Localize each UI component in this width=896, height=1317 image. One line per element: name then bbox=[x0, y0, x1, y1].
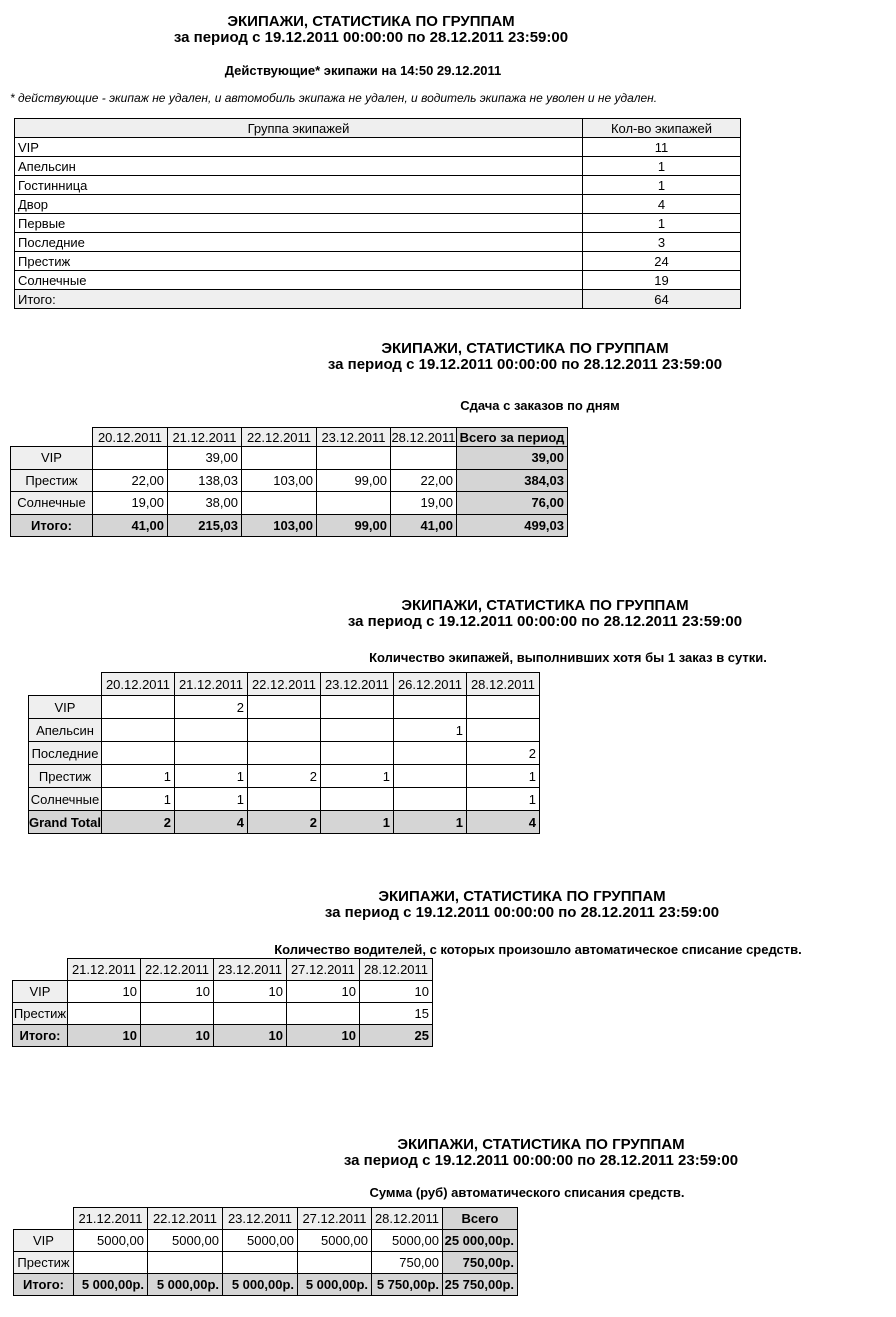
table-row bbox=[29, 719, 540, 742]
table-charge-amounts bbox=[13, 1207, 518, 1296]
cell-value: 5000,00 bbox=[148, 1230, 223, 1252]
cell-value bbox=[321, 788, 394, 811]
table-header-row bbox=[15, 119, 741, 138]
total-cell: 215,03 bbox=[168, 514, 242, 537]
table-total-row bbox=[29, 811, 540, 834]
total-row-label: Итого: bbox=[13, 1025, 68, 1047]
cell-value bbox=[467, 696, 540, 719]
table-row bbox=[15, 195, 741, 214]
cell-value: 10 bbox=[287, 981, 360, 1003]
report-title-line2: за период с 19.12.2011 00:00:00 по 28.12.2011 23:59:00 bbox=[173, 29, 569, 46]
cell-value: 10 bbox=[214, 981, 287, 1003]
cell-value bbox=[141, 1003, 214, 1025]
total-cell: 99,00 bbox=[317, 514, 391, 537]
cell-value: 19,00 bbox=[93, 492, 168, 515]
cell-count: 19 bbox=[583, 271, 741, 290]
cell-value: 1 bbox=[102, 765, 175, 788]
cell-value: 10 bbox=[68, 981, 141, 1003]
grand-total-cell: 25 750,00р. bbox=[443, 1274, 518, 1296]
table-row bbox=[15, 252, 741, 271]
col-header-date: 22.12.2011 bbox=[148, 1208, 223, 1230]
cell-value bbox=[242, 492, 317, 515]
row-total-cell: 750,00р. bbox=[443, 1252, 518, 1274]
cell-value: 5000,00 bbox=[372, 1230, 443, 1252]
cell-group-name: Апельсин bbox=[15, 157, 583, 176]
cell-value: 15 bbox=[360, 1003, 433, 1025]
total-cell: 2 bbox=[102, 811, 175, 834]
row-total-cell: 25 000,00р. bbox=[443, 1230, 518, 1252]
cell-value bbox=[242, 447, 317, 470]
total-cell: 10 bbox=[141, 1025, 214, 1047]
cell-count: 24 bbox=[583, 252, 741, 271]
cell-value bbox=[248, 696, 321, 719]
cell-value: 10 bbox=[360, 981, 433, 1003]
cell-value: 10 bbox=[141, 981, 214, 1003]
cell-group-name: Престиж bbox=[15, 252, 583, 271]
cell-value bbox=[214, 1003, 287, 1025]
row-total-cell: 76,00 bbox=[457, 492, 568, 515]
cell-value: 5000,00 bbox=[298, 1230, 372, 1252]
col-header-date: 28.12.2011 bbox=[391, 429, 456, 445]
cell-value bbox=[148, 1252, 223, 1274]
col-header-date: 27.12.2011 bbox=[298, 1208, 372, 1230]
total-cell: 41,00 bbox=[93, 514, 168, 537]
total-cell: 5 000,00р. bbox=[148, 1274, 223, 1296]
cell-value: 22,00 bbox=[391, 469, 457, 492]
report-title-line1: ЭКИПАЖИ, СТАТИСТИКА ПО ГРУППАМ bbox=[397, 1136, 685, 1153]
row-label: Солнечные bbox=[29, 788, 102, 811]
table-row bbox=[29, 765, 540, 788]
total-cell: 103,00 bbox=[242, 514, 317, 537]
cell-value bbox=[394, 788, 467, 811]
col-header-date: 20.12.2011 bbox=[102, 673, 175, 696]
table-row bbox=[11, 447, 568, 470]
cell-value bbox=[248, 719, 321, 742]
total-cell: 10 bbox=[68, 1025, 141, 1047]
crews-with-orders-subtitle: Количество экипажей, выполнивших хотя бы 1 заказ в сутки. bbox=[369, 650, 767, 665]
cell-value bbox=[321, 742, 394, 765]
cell-group-name: VIP bbox=[15, 138, 583, 157]
table-total-row bbox=[11, 514, 568, 537]
cell-value bbox=[317, 447, 391, 470]
cell-value: 1 bbox=[467, 765, 540, 788]
cell-value: 22,00 bbox=[93, 469, 168, 492]
cell-value: 19,00 bbox=[391, 492, 457, 515]
table-row bbox=[13, 981, 433, 1003]
col-header-date: 27.12.2011 bbox=[287, 959, 360, 981]
row-label: Последние bbox=[29, 742, 102, 765]
cell-value bbox=[74, 1252, 148, 1274]
row-total-cell: 384,03 bbox=[457, 469, 568, 492]
total-cell: 41,00 bbox=[391, 514, 457, 537]
cell-count: 4 bbox=[583, 195, 741, 214]
table-row bbox=[29, 696, 540, 719]
cell-value bbox=[248, 742, 321, 765]
cell-group-name: Первые bbox=[15, 214, 583, 233]
cell-value bbox=[175, 742, 248, 765]
table-header-row bbox=[11, 428, 568, 447]
drivers-charged-subtitle: Количество водителей, с которых произошло автоматическое списание средств. bbox=[274, 942, 802, 957]
cell-value: 1 bbox=[321, 765, 394, 788]
table-row bbox=[13, 1003, 433, 1025]
col-header-date: 23.12.2011 bbox=[214, 959, 287, 981]
col-header-date: 21.12.2011 bbox=[175, 673, 248, 696]
row-label: VIP bbox=[14, 1230, 74, 1252]
total-cell: 5 000,00р. bbox=[298, 1274, 372, 1296]
cell-value: 38,00 bbox=[168, 492, 242, 515]
cell-value bbox=[102, 719, 175, 742]
cell-value bbox=[394, 696, 467, 719]
table-row bbox=[11, 492, 568, 515]
table-active-crews bbox=[14, 118, 741, 309]
col-header-date: 23.12.2011 bbox=[223, 1208, 298, 1230]
row-label: VIP bbox=[13, 981, 68, 1003]
total-row-label: Grand Total bbox=[29, 811, 102, 834]
total-cell: 5 000,00р. bbox=[74, 1274, 148, 1296]
cell-value: 1 bbox=[175, 788, 248, 811]
cell-value bbox=[287, 1003, 360, 1025]
report-title-line2: за период с 19.12.2011 00:00:00 по 28.12.2011 23:59:00 bbox=[343, 1152, 739, 1169]
cell-value: 2 bbox=[467, 742, 540, 765]
report-title-line1: ЭКИПАЖИ, СТАТИСТИКА ПО ГРУППАМ bbox=[381, 340, 669, 357]
total-cell: 5 000,00р. bbox=[223, 1274, 298, 1296]
cell-group-name: Двор bbox=[15, 195, 583, 214]
col-header-date: 26.12.2011 bbox=[394, 673, 467, 696]
col-header-date: 28.12.2011 bbox=[372, 1208, 443, 1230]
corner-cell bbox=[13, 959, 68, 981]
cell-group-name: Последние bbox=[15, 233, 583, 252]
table-row bbox=[15, 214, 741, 233]
cell-value bbox=[317, 492, 391, 515]
cell-value bbox=[102, 742, 175, 765]
total-cell: 1 bbox=[321, 811, 394, 834]
cell-value bbox=[93, 447, 168, 470]
corner-cell bbox=[14, 1208, 74, 1230]
col-header-total: Всего за период bbox=[457, 428, 568, 447]
report-title bbox=[175, 341, 875, 373]
report-title-line2: за период с 19.12.2011 00:00:00 по 28.12.2011 23:59:00 bbox=[324, 904, 720, 921]
table-row bbox=[15, 233, 741, 252]
cell-value: 5000,00 bbox=[74, 1230, 148, 1252]
total-cell: 25 bbox=[360, 1025, 433, 1047]
col-header-date: 23.12.2011 bbox=[317, 428, 391, 447]
cell-value bbox=[248, 788, 321, 811]
cell-value bbox=[175, 719, 248, 742]
report-title-line2: за период с 19.12.2011 00:00:00 по 28.12.2011 23:59:00 bbox=[327, 356, 723, 373]
cell-value: 39,00 bbox=[168, 447, 242, 470]
cell-value: 2 bbox=[248, 765, 321, 788]
cell-value: 1 bbox=[467, 788, 540, 811]
table-header-row bbox=[29, 673, 540, 696]
table-row bbox=[11, 469, 568, 492]
row-label: VIP bbox=[11, 447, 93, 470]
active-crews-footnote: * действующие - экипаж не удален, и автомобиль экипажа не удален, и водитель экипажа не уволен и не удален. bbox=[10, 91, 658, 105]
total-cell: 4 bbox=[467, 811, 540, 834]
col-header-count: Кол-во экипажей bbox=[583, 119, 741, 138]
cell-value bbox=[298, 1252, 372, 1274]
col-header-group: Группа экипажей bbox=[15, 119, 583, 138]
row-total-cell: 39,00 bbox=[457, 447, 568, 470]
row-label: Престиж bbox=[13, 1003, 68, 1025]
total-cell: 10 bbox=[287, 1025, 360, 1047]
total-cell: 2 bbox=[248, 811, 321, 834]
total-cell: 5 750,00р. bbox=[372, 1274, 443, 1296]
table-header-row bbox=[14, 1208, 518, 1230]
table-total-row bbox=[14, 1274, 518, 1296]
row-label: Престиж bbox=[29, 765, 102, 788]
row-label: Престиж bbox=[11, 469, 93, 492]
table-drivers-charged bbox=[12, 958, 433, 1047]
table-row bbox=[29, 742, 540, 765]
corner-cell bbox=[29, 673, 102, 696]
cell-value: 1 bbox=[102, 788, 175, 811]
col-header-date: 20.12.2011 bbox=[93, 428, 168, 447]
cell-value: 2 bbox=[175, 696, 248, 719]
total-count: 64 bbox=[583, 290, 741, 309]
cell-value: 138,03 bbox=[168, 469, 242, 492]
total-row-label: Итого: bbox=[11, 514, 93, 537]
col-header-date: 21.12.2011 bbox=[168, 428, 242, 447]
cell-value: 1 bbox=[175, 765, 248, 788]
report-title bbox=[21, 14, 721, 46]
report-title-line1: ЭКИПАЖИ, СТАТИСТИКА ПО ГРУППАМ bbox=[378, 888, 666, 905]
col-header-date: 28.12.2011 bbox=[467, 673, 540, 696]
cell-value: 5000,00 bbox=[223, 1230, 298, 1252]
cell-group-name: Гостинница bbox=[15, 176, 583, 195]
cell-value: 99,00 bbox=[317, 469, 391, 492]
col-header-date: 22.12.2011 bbox=[242, 428, 317, 447]
cell-count: 1 bbox=[583, 157, 741, 176]
table-row bbox=[15, 157, 741, 176]
row-label: Апельсин bbox=[29, 719, 102, 742]
cell-value bbox=[102, 696, 175, 719]
table-row bbox=[14, 1230, 518, 1252]
cell-value: 103,00 bbox=[242, 469, 317, 492]
total-label: Итого: bbox=[15, 290, 583, 309]
table-row bbox=[15, 176, 741, 195]
cell-value bbox=[68, 1003, 141, 1025]
report-title bbox=[195, 598, 895, 630]
cell-count: 1 bbox=[583, 214, 741, 233]
corner-cell bbox=[11, 428, 93, 447]
table-row bbox=[15, 138, 741, 157]
report-title-line1: ЭКИПАЖИ, СТАТИСТИКА ПО ГРУППАМ bbox=[227, 13, 515, 30]
total-cell: 10 bbox=[214, 1025, 287, 1047]
col-header-date: 22.12.2011 bbox=[248, 673, 321, 696]
table-header-row bbox=[13, 959, 433, 981]
cell-value bbox=[391, 447, 457, 470]
col-header-date: 23.12.2011 bbox=[321, 673, 394, 696]
cell-value: 1 bbox=[394, 719, 467, 742]
cell-value bbox=[321, 719, 394, 742]
table-total-row bbox=[13, 1025, 433, 1047]
report-title-line2: за период с 19.12.2011 00:00:00 по 28.12.2011 23:59:00 bbox=[347, 613, 743, 630]
total-row-label: Итого: bbox=[14, 1274, 74, 1296]
row-label: VIP bbox=[29, 696, 102, 719]
cell-value bbox=[394, 765, 467, 788]
total-cell: 4 bbox=[175, 811, 248, 834]
cell-count: 11 bbox=[583, 138, 741, 157]
report-title bbox=[191, 1137, 891, 1169]
table-row bbox=[14, 1252, 518, 1274]
col-header-date: 21.12.2011 bbox=[74, 1208, 148, 1230]
cell-value bbox=[223, 1252, 298, 1274]
table-total-row bbox=[15, 290, 741, 309]
col-header-date: 21.12.2011 bbox=[68, 959, 141, 981]
orders-cash-subtitle: Сдача с заказов по дням bbox=[460, 398, 620, 413]
cell-value: 750,00 bbox=[372, 1252, 443, 1274]
total-cell: 1 bbox=[394, 811, 467, 834]
table-row bbox=[15, 271, 741, 290]
charge-amounts-subtitle: Сумма (руб) автоматического списания средств. bbox=[369, 1185, 685, 1200]
cell-value bbox=[467, 719, 540, 742]
row-label: Престиж bbox=[14, 1252, 74, 1274]
col-header-date: 22.12.2011 bbox=[141, 959, 214, 981]
row-label: Солнечные bbox=[11, 492, 93, 515]
col-header-date: 28.12.2011 bbox=[360, 959, 433, 981]
report-title-line1: ЭКИПАЖИ, СТАТИСТИКА ПО ГРУППАМ bbox=[401, 597, 689, 614]
table-row bbox=[29, 788, 540, 811]
report-title bbox=[172, 889, 872, 921]
cell-count: 1 bbox=[583, 176, 741, 195]
col-header-total: Всего bbox=[443, 1208, 518, 1230]
table-crews-with-orders bbox=[28, 672, 540, 834]
cell-value bbox=[321, 696, 394, 719]
cell-value bbox=[394, 742, 467, 765]
table-orders-cash bbox=[10, 427, 568, 537]
cell-group-name: Солнечные bbox=[15, 271, 583, 290]
active-crews-subtitle: Действующие* экипажи на 14:50 29.12.2011 bbox=[224, 63, 502, 78]
grand-total-cell: 499,03 bbox=[457, 514, 568, 537]
cell-count: 3 bbox=[583, 233, 741, 252]
